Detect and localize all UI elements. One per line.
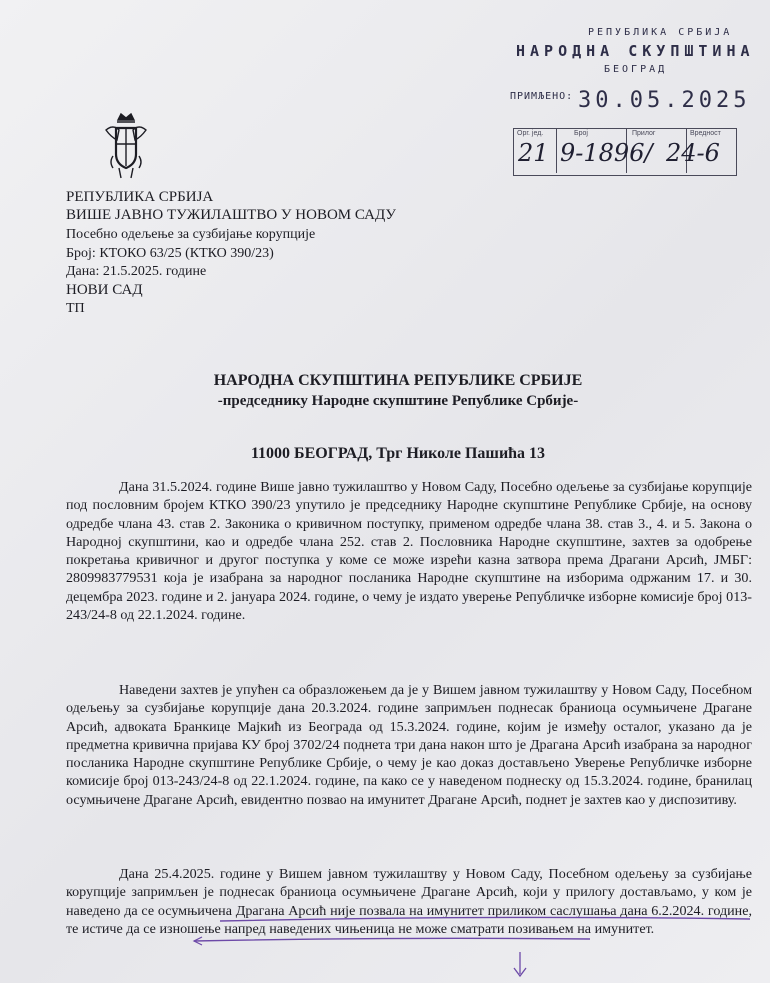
coat-of-arms-icon: [103, 110, 149, 182]
stamp-received-label: ПРИМЉЕНО:: [510, 91, 574, 102]
body-paragraph-3: [66, 865, 752, 938]
stamp-received-date: 30.05.2025: [578, 88, 751, 113]
sender-country: РЕПУБЛИКА СРБИЈА: [66, 189, 214, 205]
sender-reference-number: Број: КТОКО 63/25 (КТКО 390/23): [66, 246, 274, 261]
stamp-city-line: БЕОГРАД: [604, 64, 668, 75]
highlighted-statement: у ком је наведено да се осумњичена Драгана Арсић није позвала на имунитет приликом саслушања дана 6.2.2024.: [66, 884, 753, 919]
sender-date: Дана: 21.5.2025. године: [66, 264, 207, 279]
pen-arrow-annotation: [510, 950, 530, 980]
body-paragraph-2: Наведени захтев је упућен са образложењем да је у Вишем јавном тужилаштву у Новом Саду, Посебном одељењу за сузбијање корупције дана 20.3.2024. године запримљен поднесак браниоца осумњичене Драгане Арсић, адвоката Бранкице Мајкић из Београда од 15.3.2024. године, којим је између осталог, указано да је предметна кривична пријава КУ број 3702/24 поднета три дана након што је Драгана Арсић изабрана за народног посланика Народне скупштине Републике Србије, о чему је као доказ достављено Уверење Републичке изборне комисије број 013-243/24-8 од 22.1.2024. године, па како се у наведеном поднеску од 15.3.2024. године, бранилац осумњичене Драгане Арсић, евидентно позвао на имунитет Драгане Арсић, поднет је захтев као у диспозитиву.: [66, 682, 752, 808]
paragraph-3-conclusion: године, те истиче да се изношење напред наведених чињеница не може сматрати позивањем на имунитет.: [66, 902, 752, 937]
registration-box: [513, 128, 737, 176]
paragraph-3-intro: Дана 25.4.2025. године у Вишем јавном тужилаштву у Новом Саду, Посебном одељењу за сузбијање корупције запримљен је поднесак браниоца осумњичене Драгане Арсић, који у прилогу достављамо,: [66, 866, 752, 901]
recipient-name: НАРОДНА СКУПШТИНА РЕПУБЛИКЕ СРБИЈЕ: [213, 372, 583, 389]
reg-number-handwritten: 9-1896/: [560, 139, 653, 167]
stamp-institution-line: РЕПУБЛИКА СРБИЈА: [588, 27, 733, 38]
sender-office: ВИШЕ ЈАВНО ТУЖИЛАШТВО У НОВОМ САДУ: [66, 207, 396, 223]
reg-header-unit: Орг. јед.: [517, 130, 544, 137]
sender-department: Посебно одељење за сузбијање корупције: [66, 227, 316, 242]
reg-header-value: Вредност: [690, 130, 721, 137]
sender-initials: ТП: [66, 301, 85, 316]
reg-unit-handwritten: 21: [518, 139, 549, 167]
reg-header-attachment: Прилог: [632, 130, 656, 137]
recipient-address: 11000 БЕОГРАД, Трг Николе Пашића 13: [250, 445, 546, 462]
sender-city: НОВИ САД: [66, 282, 143, 298]
reg-header-number: Број: [574, 130, 588, 137]
stamp-assembly-line: НАРОДНА СКУПШТИНА: [516, 42, 755, 60]
reg-suffix-handwritten: 24-6: [666, 139, 720, 167]
recipient-addressee: -председнику Народне скупштине Републике Србије-: [217, 393, 579, 409]
body-paragraph-1: Дана 31.5.2024. године Више јавно тужилаштво у Новом Саду, Посебно одељење за сузбијање корупције под пословним бројем КТКО 390/23 упутило је председнику Народне скупштине Републике Србије, на основу одредбе члана 43. став 2. Законика о кривичном поступку, применом одредбе члана 38. став 3., 4. и 5. Закона о Народној скупштини, као и одредбе члана 252. став 2. Пословника Народне скупштине, захтев за одобрење покретања кривичног и другог поступка у коме се може изрећи казна затвора према Драгани Арсић, ЈМБГ: 2809983779531 која је изабрана за народног посланика Народне скупштине на изборима одржаним 17. и 30. децембра 2023. године и 2. јануара 2024. године, о чему је издато уверење Републичке изборне комисије број 013-243/24-8 од 22.1.2024. године.: [66, 479, 752, 623]
